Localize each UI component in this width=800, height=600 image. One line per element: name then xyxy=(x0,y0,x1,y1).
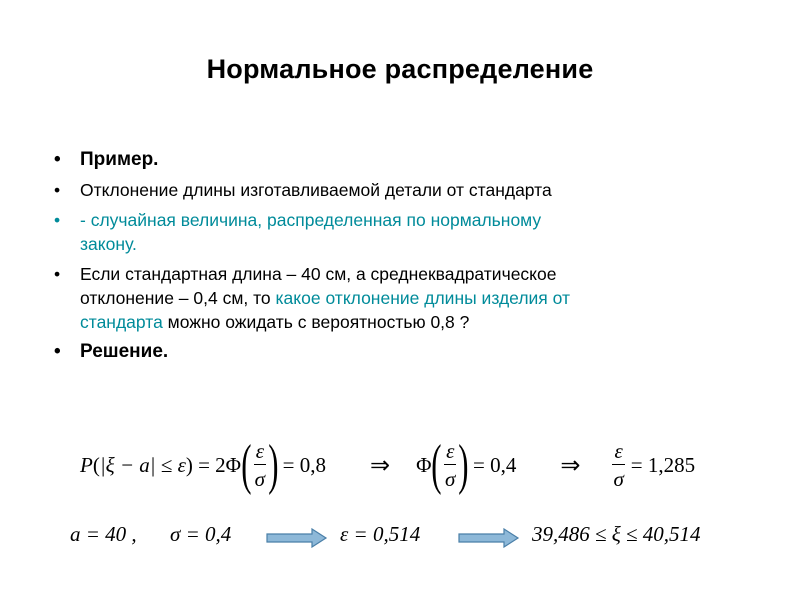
formula-eps-eq: ε = 0,514 xyxy=(340,522,421,546)
bullet-text: Пример. xyxy=(80,149,159,170)
right-arrow-icon xyxy=(266,528,328,548)
bullet-dot: • xyxy=(54,149,61,170)
bullet-list xyxy=(50,148,590,370)
right-arrow-icon xyxy=(458,528,520,548)
bullet-text-part1: Если стандартная длина – 40 см, а среднеквадратическое отклонение – 0,4 см, то xyxy=(80,264,557,308)
slide-title: Нормальное распределение xyxy=(206,54,594,84)
implies-icon: ⇒ xyxy=(369,452,391,479)
formula-phi: Φ xyxy=(416,452,432,477)
formula-value-3: = 1,285 xyxy=(630,452,696,477)
bullet-solution xyxy=(50,340,590,364)
formula-fraction-3 xyxy=(612,440,624,490)
formula-fraction-2 xyxy=(444,440,456,490)
formula-big-paren-right-2: ) xyxy=(458,434,469,496)
formula-eq-2phi: ) = 2Φ xyxy=(185,452,242,477)
bullet-text-part3: можно ожидать с вероятностью 0,8 ? xyxy=(162,312,470,332)
formula-interval: 39,486 ≤ ξ ≤ 40,514 xyxy=(532,522,701,546)
bullet-dot: • xyxy=(54,264,61,284)
bullet-random-variable xyxy=(50,208,590,256)
bullet-deviation xyxy=(50,178,590,202)
formula-value: = 0,8 xyxy=(282,452,326,477)
formula-abs: |ξ − a| ≤ ε xyxy=(99,452,186,477)
formula-p: P xyxy=(80,452,93,477)
formula-big-paren-right: ) xyxy=(268,434,279,496)
formula-open-paren: ( xyxy=(92,452,100,477)
formula-probability xyxy=(80,434,696,496)
bullet-condition xyxy=(50,262,590,334)
fraction-denominator: σ xyxy=(445,467,456,491)
formula-sigma-eq: σ = 0,4 xyxy=(170,522,232,546)
bullet-dot: • xyxy=(54,341,61,362)
formula-a-eq: a = 40 , xyxy=(70,522,137,546)
bullet-text: Решение. xyxy=(80,341,169,362)
fraction-denominator: σ xyxy=(254,467,265,491)
bullet-text: Отклонение длины изготавливаемой детали от стандарта xyxy=(80,180,552,200)
formula-fraction xyxy=(254,440,266,490)
formula-result-row xyxy=(70,518,770,558)
bullet-text: - случайная величина, распределенная по нормальному закону. xyxy=(80,210,542,254)
formula-big-paren-left-2: ( xyxy=(431,434,442,496)
formula-big-paren-left: ( xyxy=(241,434,252,496)
fraction-numerator: ε xyxy=(255,439,264,463)
fraction-denominator: σ xyxy=(613,467,624,491)
formula-value-2: = 0,4 xyxy=(473,452,517,477)
implies-icon: ⇒ xyxy=(560,452,581,479)
fraction-numerator: ε xyxy=(446,439,455,463)
bullet-dot: • xyxy=(54,180,61,200)
bullet-text-highlight: какое отклонение длины изделия от стандарта xyxy=(80,288,571,332)
fraction-numerator: ε xyxy=(614,439,623,463)
bullet-dot: • xyxy=(54,210,61,230)
bullet-example xyxy=(50,148,590,172)
